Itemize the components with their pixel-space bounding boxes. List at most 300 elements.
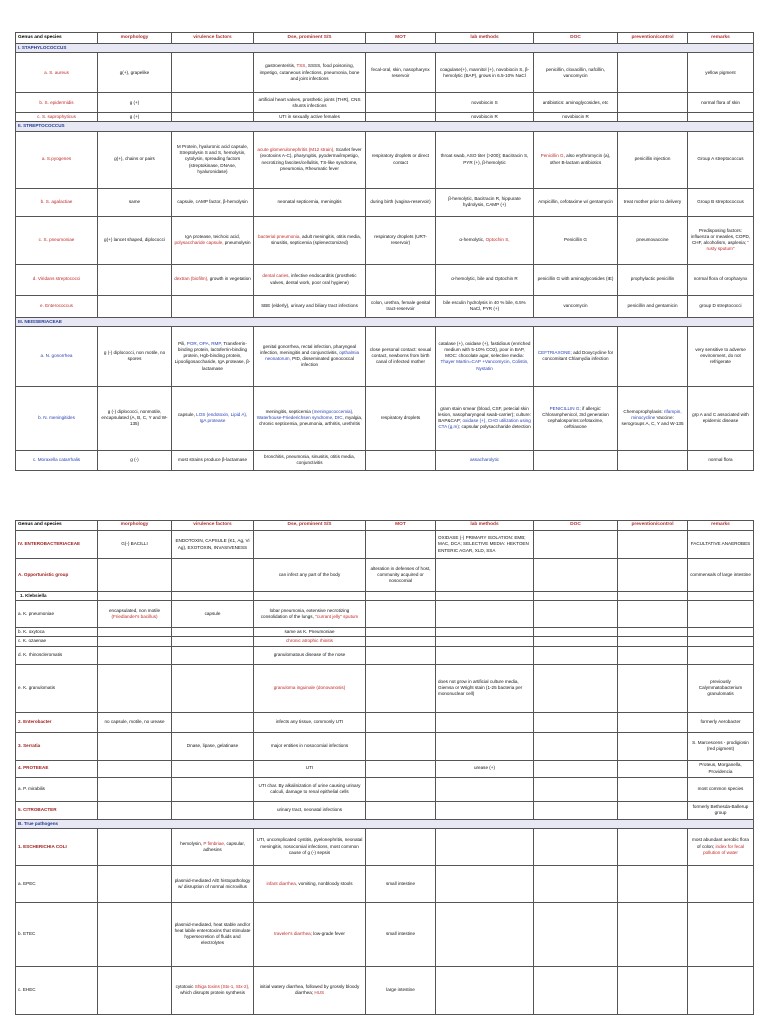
cell-text: catalase (+), oxidase (+), fastidious (enriched medium with 5-10% CO2), poor in BAP, MOC: chocolate agar, selective media:: [438, 340, 531, 359]
cell: [534, 664, 618, 712]
cell: [172, 828, 254, 865]
cell: [688, 628, 754, 637]
cell: [534, 326, 618, 386]
cell: [366, 93, 436, 113]
cell: [366, 712, 436, 732]
cell: [254, 601, 366, 628]
cell: [436, 628, 534, 637]
cell: g(+), chains or pairs: [98, 131, 172, 188]
cell: bronchitis, pneumonia, sinusitis, otitis media, conjunctivitis: [254, 450, 366, 470]
cell: [172, 628, 254, 637]
cell: S. Marcescens - prodigiosin (red pigment): [688, 732, 754, 760]
cell: UTI: [254, 760, 366, 777]
cell: [688, 966, 754, 1014]
cell: g (-): [98, 450, 172, 470]
cell-text: genital gonorrhea, rectal infection, pharyngeal infection, meningitis and conjunctivitis,: [259, 343, 357, 356]
cell: during birth (vagina-reservoir): [366, 188, 436, 216]
cell: [366, 592, 436, 601]
cell: [98, 637, 172, 646]
species-cell: d. K. rhinoscleromatis: [16, 646, 98, 664]
table-row: [16, 628, 754, 637]
cell-text: add Doxycycline for concomitant Chlamydia infection: [542, 350, 614, 362]
cell: g(+), grapelike: [98, 53, 172, 93]
cell: ENDOTOXIN, CAPSULE (K1, Ag, Vi Ag), EXOTOXIN, INVASIVENESS: [172, 531, 254, 559]
cell: grp A and C associated with epidemic disease: [688, 386, 754, 450]
cell: [618, 902, 688, 966]
cell: [366, 664, 436, 712]
cell-text: hemolysin,: [180, 840, 203, 846]
section-title: B. True pathogens: [16, 819, 754, 828]
cell: novobiocin R: [436, 113, 534, 122]
cell: [688, 113, 754, 122]
cell-text: rifampin, minocycline: [631, 408, 682, 421]
cell: [688, 601, 754, 628]
cell: [366, 801, 436, 819]
cell: [254, 326, 366, 386]
header-cell: MOT: [366, 33, 436, 44]
cell-text: index for fecal pollution of water: [703, 843, 745, 855]
cell: α-hemolytic, bile and Optochin R: [436, 264, 534, 295]
header-cell: DOC: [534, 33, 618, 44]
species-cell: c. S. saprophyticus: [16, 113, 98, 122]
cell: G(-) BACILLI: [98, 531, 172, 559]
cell: [436, 216, 534, 264]
cell: neonatal septicemia, meningitis: [254, 188, 366, 216]
cell: [534, 131, 618, 188]
cell: [618, 628, 688, 637]
cell: [436, 637, 534, 646]
cell: [618, 386, 688, 450]
cell-text: , SSSS, food poisoning, impetigo, cutaneous infections, pneumonia, bone and joint infections: [259, 63, 360, 81]
cell-text: initial watery diarrhea, followed by grossly bloody diarrhea;: [259, 984, 360, 996]
cell-text: dextran (biofilm),: [174, 276, 209, 282]
cell: [436, 732, 534, 760]
cell: g (+): [98, 113, 172, 122]
table-row: [16, 801, 754, 819]
cell: [172, 664, 254, 712]
cell-text: bacterial pneumonia,: [258, 233, 301, 239]
cell: [172, 777, 254, 801]
cell-text: infective endocarditis (prosthetic valves, dental work, poor oral hygiene): [270, 273, 357, 285]
cell: respiratory droplets (URT-reservoir): [366, 216, 436, 264]
cell: [534, 386, 618, 450]
cell: [98, 264, 172, 295]
cell: [98, 559, 172, 592]
cell: [436, 559, 534, 592]
cell-text: most abundant aerobic flora of colon;: [692, 837, 749, 849]
cell: Group A streptococcus: [688, 131, 754, 188]
cell: infects any tissue, commonly UTI: [254, 712, 366, 732]
species-cell: b. S. epidermidis: [16, 93, 98, 113]
cell: [618, 760, 688, 777]
cell: plasmid-mediated A/E histopathology w/ disruption of normal microvillus: [172, 865, 254, 902]
cell: [98, 628, 172, 637]
cell: prophylactic penicillin: [618, 264, 688, 295]
cell: most common species: [688, 777, 754, 801]
cell: [98, 801, 172, 819]
cell: M Protein, hyaluronic acid capsule, Streptolysin S and S, hemolysin, cytolysin, spreading factors (streptokinase, DNAse, hyaluronidase): [172, 131, 254, 188]
cell: [254, 53, 366, 93]
cell: g (-) diplococci, non motile, no spores: [98, 326, 172, 386]
cell-text: LOS (endotoxin, Lipid A), IgA protease: [196, 412, 248, 424]
cell: [618, 732, 688, 760]
cell: [366, 777, 436, 801]
cell: [98, 828, 172, 865]
cell: commensals of large intestine: [688, 559, 754, 592]
species-cell: b. S. agalactiae: [16, 188, 98, 216]
cell: [172, 53, 254, 93]
cell: penicillin G with aminoglycosides (IE): [534, 264, 618, 295]
table-row: [16, 646, 754, 664]
cell: [366, 450, 436, 470]
header-cell: Dse, prominent S/S: [254, 521, 366, 531]
cell: plasmid-mediated, heat stable and/or heat labile enterotoxins that stimulate hypersecretion of fluids and electrolytes: [172, 902, 254, 966]
cell: [688, 637, 754, 646]
section-title: II. STREPTOCOCCUS: [16, 122, 754, 131]
cell: [618, 592, 688, 601]
cell-text: traveler's diarrhea;: [274, 931, 312, 937]
cell-text: (Friedlander's bacillus): [111, 614, 158, 620]
table-row: [16, 326, 754, 386]
cell: [618, 966, 688, 1014]
cell: [366, 113, 436, 122]
species-cell: e. K. granulomatis: [16, 664, 98, 712]
cell-text: P fimbriae,: [203, 840, 226, 846]
species-cell: a. EPEC: [16, 865, 98, 902]
cell-text: polysaccharide capsule,: [174, 240, 224, 246]
species-cell: c. S. pneumoniae: [16, 216, 98, 264]
cell: [366, 637, 436, 646]
cell: colon, urethra, female genital tract-reservoir: [366, 295, 436, 317]
cell: normal flora of oropharynx: [688, 264, 754, 295]
cell: [688, 902, 754, 966]
cell-text: Scarlet fever (exotoxins A-C), pharyngitis, pyoderma/impetigo, necrotizing fascites/cellulitis, TS-like syndrome, pneumonia, Rheumatic fever: [259, 147, 362, 171]
cell: [618, 801, 688, 819]
species-cell: d. Viridans streptococci: [16, 264, 98, 295]
cell: [618, 559, 688, 592]
table-row: [16, 865, 754, 902]
cell-text: PID, disseminated gonococcal infection: [292, 356, 354, 368]
cell: [534, 828, 618, 865]
species-cell: 3. Serratia: [16, 732, 98, 760]
cell-text: Thayer Martin=CAP +Vancomycin, Colistin, Nystatin: [440, 359, 529, 371]
cell: normal flora: [688, 450, 754, 470]
table-row: [16, 216, 754, 264]
header-cell: Genus and species: [16, 521, 98, 531]
cell: large intestine: [366, 966, 436, 1014]
table-row: [16, 592, 754, 601]
cell: [534, 646, 618, 664]
cell: UTI char. By alkalinization of urine causing urinary calculi, damage to renal epithelial cells: [254, 777, 366, 801]
table-row: [16, 450, 754, 470]
species-cell: 1. ESCHERICHIA COLI: [16, 828, 98, 865]
cell: [436, 801, 534, 819]
cell: [436, 646, 534, 664]
cell: [534, 637, 618, 646]
cell: [254, 264, 366, 295]
cell-text: Optochin S,: [485, 236, 510, 242]
cell-text: low-grade fever: [313, 931, 345, 937]
cell: [366, 531, 436, 559]
species-cell: a. S.pyogenes: [16, 131, 98, 188]
cell: [98, 966, 172, 1014]
cell: β-hemolytic, Bacitracin R, hippurate hydrolysis, CAMP (+): [436, 188, 534, 216]
section-row: [16, 819, 754, 828]
cell: [172, 712, 254, 732]
cell-text: " rusty sputum": [706, 240, 750, 252]
cell: throat swab, ASO titer (>200); Bacitracin S, PYR (+), β-hemolytic: [436, 131, 534, 188]
cell: [618, 777, 688, 801]
table-row: [16, 295, 754, 317]
cell: [688, 216, 754, 264]
table-row: [16, 93, 754, 113]
cell: [98, 760, 172, 777]
cell: [172, 646, 254, 664]
cell-text: lobar pneumonia, extensive necrotizing consolidation of the lungs,: [260, 608, 350, 620]
table-row: [16, 664, 754, 712]
cell: small intestine: [366, 865, 436, 902]
cell: [534, 712, 618, 732]
cell: [618, 637, 688, 646]
cell: [98, 592, 172, 601]
cell: [534, 732, 618, 760]
cell: [618, 601, 688, 628]
cell: [254, 216, 366, 264]
cell: [688, 592, 754, 601]
cell-text: oxidase (+), CHO utilization using CTA (g,m);: [438, 418, 531, 430]
cell: [688, 646, 754, 664]
cell-text: CEFTRIAXONE;: [537, 350, 572, 356]
table-2: [15, 520, 754, 1015]
cell-text: if allergic: Chloramphenicol, 3rd generation cephalosporins:cefotaxime, ceftriaxone: [542, 405, 609, 430]
cell: can infect any part of the body: [254, 559, 366, 592]
species-cell: 1. Klebsiella: [16, 592, 98, 601]
table-row: [16, 386, 754, 450]
cell: [534, 902, 618, 966]
cell: [618, 828, 688, 865]
cell-text: gastroenteritis,: [265, 63, 296, 69]
cell: [618, 53, 688, 93]
cell: [254, 592, 366, 601]
species-cell: A. Opportunistic group: [16, 559, 98, 592]
cell: [98, 601, 172, 628]
cell: [98, 732, 172, 760]
cell: g (-) diplococci, nonmotile, encapsulated (A, B, C, Y and W-135): [98, 386, 172, 450]
cell: [618, 712, 688, 732]
cell: same as K. Pneumoniae: [254, 628, 366, 637]
header-cell: prevention/control: [618, 33, 688, 44]
table-row: [16, 53, 754, 93]
cell: [436, 592, 534, 601]
table-row: [16, 637, 754, 646]
species-cell: 2. Enterobacter: [16, 712, 98, 732]
cell: [366, 601, 436, 628]
cell: [98, 902, 172, 966]
cell: penicillin injection: [618, 131, 688, 188]
cell: assacharolytic: [436, 450, 534, 470]
cell-text: infant diarrhea,: [266, 880, 298, 886]
cell: pneumovaccine: [618, 216, 688, 264]
cell: antibiotics: aminoglycosides, etc: [534, 93, 618, 113]
species-cell: 5. CITROBACTER: [16, 801, 98, 819]
cell: [172, 216, 254, 264]
cell: artificial heart valves, prosthetic joints (THR), CNS shunts infections: [254, 93, 366, 113]
cell: [436, 386, 534, 450]
cell-text: gram stain smear (blood, CSF, petecial skin lesion, nasopharyngeal swab-carrier); culture: BAP&CAP;: [438, 405, 531, 424]
header-cell: virulence factors: [172, 33, 254, 44]
species-cell: a. P. mirabilis: [16, 777, 98, 801]
cell: OXIDASE (-) PRIMARY ISOLATION: EMB; MAC, DCA; SELECTIVE MEDIA: HEKTOEN ENTERIC AGAR, XLD, SSA: [436, 531, 534, 559]
header-cell: prevention/control: [618, 521, 688, 531]
cell: bile esculin hydrolysis in 40 % bile, 6.5% NaCl, PYR (+): [436, 295, 534, 317]
cell: [436, 712, 534, 732]
cell: [172, 93, 254, 113]
cell: no capsule, motile, no urease: [98, 712, 172, 732]
cell: [618, 113, 688, 122]
cell: [618, 865, 688, 902]
cell-text: which disrupts protein synthesis: [180, 990, 245, 996]
table-row: [16, 559, 754, 592]
header-cell: morphology: [98, 521, 172, 531]
cell: [254, 966, 366, 1014]
table-row: [16, 966, 754, 1014]
species-cell: a. S. aureus: [16, 53, 98, 93]
header-cell: remarks: [688, 33, 754, 44]
cell: [534, 601, 618, 628]
species-cell: b. N. meningitides: [16, 386, 98, 450]
header-cell: lab methods: [436, 33, 534, 44]
cell: [172, 801, 254, 819]
cell: [98, 295, 172, 317]
cell: previously Calymmatobacterium granulomatis: [688, 664, 754, 712]
header-cell: Genus and species: [16, 33, 98, 44]
cell: [172, 386, 254, 450]
cell: novobiocin R: [534, 113, 618, 122]
cell: [366, 732, 436, 760]
cell: urinary tract, neonatal infections: [254, 801, 366, 819]
cell: [172, 559, 254, 592]
table-row: [16, 531, 754, 559]
cell: [618, 531, 688, 559]
cell: Group B streptococcus: [688, 188, 754, 216]
species-cell: e. Enterococcus: [16, 295, 98, 317]
cell-text: Penicillin G: [540, 153, 564, 159]
header-row: [16, 33, 754, 44]
section-row: [16, 122, 754, 131]
cell: [534, 777, 618, 801]
cell-text: encapsulated, non motile: [108, 608, 161, 613]
cell: g (+): [98, 93, 172, 113]
cell: [172, 966, 254, 1014]
species-cell: a. K. pneumoniae: [16, 601, 98, 628]
table-row: [16, 264, 754, 295]
header-row: [16, 521, 754, 531]
cell: novobiocin S: [436, 93, 534, 113]
cell: [534, 450, 618, 470]
cell-text: growth in vegetation: [209, 276, 251, 282]
cell: normal flora of skin: [688, 93, 754, 113]
cell: capsule: [172, 601, 254, 628]
cell: [254, 902, 366, 966]
cell: [172, 264, 254, 295]
table-row: [16, 902, 754, 966]
cell: [436, 326, 534, 386]
header-cell: lab methods: [436, 521, 534, 531]
table-row: [16, 712, 754, 732]
cell-text: Predisposing factors: influenza or measles, COPD, CHF, alcoholism, asplenia;: [690, 227, 751, 246]
cell: fecal-oral, skin, nasopharynx reservoir: [366, 53, 436, 93]
cell: [534, 865, 618, 902]
cell: [436, 966, 534, 1014]
cell: [366, 760, 436, 777]
cell: [172, 760, 254, 777]
table-row: [16, 732, 754, 760]
cell: treat mother prior to delivery: [618, 188, 688, 216]
cell: [618, 664, 688, 712]
cell: small intestine: [366, 902, 436, 966]
section-row: [16, 317, 754, 326]
cell: [534, 801, 618, 819]
cell: [688, 828, 754, 865]
cell-text: dental caries,: [262, 273, 290, 279]
cell-text: Shiga toxins (Stx-1, Stx-2),: [194, 984, 250, 990]
cell: [172, 113, 254, 122]
cell-text: myalgia, chronic septicemia, pneumonia, arthritis, urethritis: [258, 415, 363, 427]
table-row: [16, 777, 754, 801]
cell-text: meningitis, septicemia: [265, 408, 311, 414]
cell: penicillin, cloxacillin, nafcillin, vancomycin: [534, 53, 618, 93]
cell-text: capsule,: [177, 412, 195, 418]
cell: [254, 865, 366, 902]
cell: chronic atrophic rhinitis: [254, 637, 366, 646]
header-cell: MOT: [366, 521, 436, 531]
cell-text: HUS: [314, 990, 325, 996]
cell: respiratory droplets or direct contact: [366, 131, 436, 188]
header-cell: remarks: [688, 521, 754, 531]
header-cell: morphology: [98, 33, 172, 44]
cell-text: Pili,: [178, 340, 186, 346]
cell-text: acute glomerulonephritis (M12 strain),: [257, 147, 335, 153]
cell: Penicillin G: [534, 216, 618, 264]
header-cell: Dse, prominent S/S: [254, 33, 366, 44]
table-row: [16, 760, 754, 777]
cell-text: cytotoxic: [175, 984, 194, 990]
cell: Proteus, Morganella, Providencia: [688, 760, 754, 777]
cell-text: Vaccine: serogroups A, C, Y and W-135: [621, 415, 684, 427]
section-title: I. STAPHYLOCOCCUS: [16, 44, 754, 53]
cell: [534, 592, 618, 601]
cell-text: α-hemolytic,: [459, 236, 485, 242]
cell: UTI in sexually active females: [254, 113, 366, 122]
cell: [172, 295, 254, 317]
cell: alteration in defenses of host, community acquired or nosocomial: [366, 559, 436, 592]
cell: penicillin and gentamicin: [618, 295, 688, 317]
table-row: [16, 113, 754, 122]
section-row: [16, 44, 754, 53]
cell: FACULTATIVE ANAEROBES: [688, 531, 754, 559]
table-row: [16, 828, 754, 865]
cell-text: , also erythromycin (a), other B-lactam antibiotics: [549, 153, 611, 165]
cell: [254, 131, 366, 188]
cell-text: adult meningitis, otitis media, sinusitis, septicemia (splenectomized): [270, 233, 361, 246]
cell: major entities in nosocomial infections: [254, 732, 366, 760]
cell: [534, 628, 618, 637]
cell: Dnase, lipase, gelatinase: [172, 732, 254, 760]
cell: group D streptococci: [688, 295, 754, 317]
cell: formerly Bethesda-Ballerup group: [688, 801, 754, 819]
cell: [436, 902, 534, 966]
cell-text: opthalmia neonatorum,: [265, 350, 360, 362]
